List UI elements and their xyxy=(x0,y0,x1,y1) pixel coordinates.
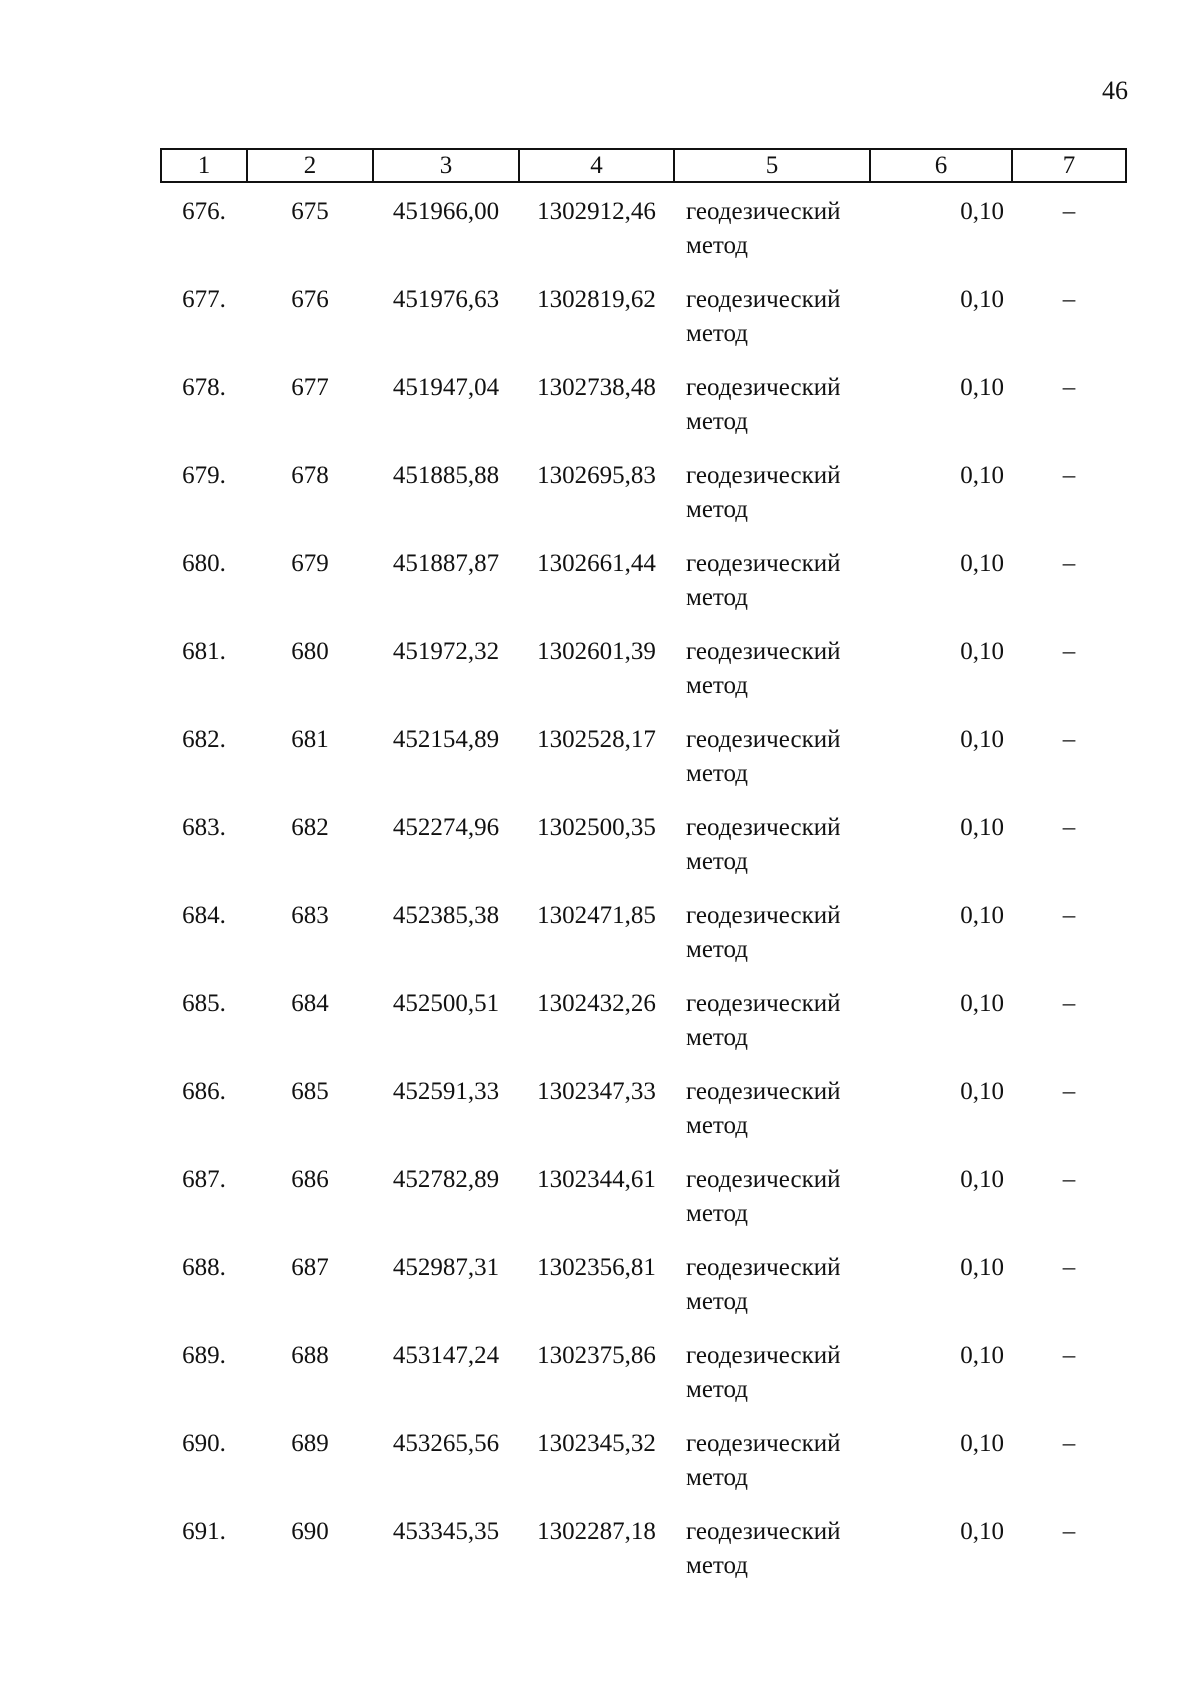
row-number: 677. xyxy=(182,286,226,313)
coordinate-y: 1302500,35 xyxy=(537,814,656,841)
coordinate-x: 452591,33 xyxy=(392,1078,500,1105)
method-text-line1: геодезический xyxy=(686,198,841,225)
method-text-line1: геодезический xyxy=(686,1254,841,1281)
coordinate-x: 451966,00 xyxy=(392,198,500,225)
method-text-line2: метод xyxy=(686,496,749,523)
method-text-line1: геодезический xyxy=(686,1078,841,1105)
note-dash: – xyxy=(1062,198,1076,225)
coordinate-x: 452274,96 xyxy=(392,814,500,841)
coordinate-y: 1302819,62 xyxy=(537,286,656,313)
row-number: 678. xyxy=(182,374,226,401)
method-text-line1: геодезический xyxy=(686,990,841,1017)
coordinate-x: 451947,04 xyxy=(392,374,500,401)
row-number: 682. xyxy=(182,726,226,753)
method-cell xyxy=(674,547,870,635)
coordinate-x: 451976,63 xyxy=(392,286,500,313)
table-row xyxy=(161,547,1126,635)
coordinate-x: 452782,89 xyxy=(392,1166,500,1193)
coordinate-x: 453147,24 xyxy=(392,1342,500,1369)
point-number: 686 xyxy=(291,1166,329,1193)
coordinate-x: 453265,56 xyxy=(392,1430,500,1457)
accuracy-value: 0,10 xyxy=(960,1078,1004,1105)
coordinate-y: 1302345,32 xyxy=(537,1430,656,1457)
table-row xyxy=(161,723,1126,811)
table-row xyxy=(161,1339,1126,1427)
header-col-6: 6 xyxy=(870,149,1012,182)
method-text-line2: метод xyxy=(686,232,749,259)
coordinate-y: 1302661,44 xyxy=(537,550,656,577)
note-dash: – xyxy=(1062,1518,1076,1545)
coordinate-y: 1302528,17 xyxy=(537,726,656,753)
point-number: 680 xyxy=(291,638,329,665)
method-text-line1: геодезический xyxy=(686,638,841,665)
coordinate-x: 452500,51 xyxy=(392,990,500,1017)
method-cell xyxy=(674,459,870,547)
note-dash: – xyxy=(1062,374,1076,401)
point-number: 677 xyxy=(291,374,329,401)
accuracy-value: 0,10 xyxy=(960,462,1004,489)
row-number: 683. xyxy=(182,814,226,841)
coordinate-y: 1302912,46 xyxy=(537,198,656,225)
note-dash: – xyxy=(1062,1078,1076,1105)
accuracy-value: 0,10 xyxy=(960,550,1004,577)
coordinate-y: 1302601,39 xyxy=(537,638,656,665)
method-cell xyxy=(674,899,870,987)
method-cell xyxy=(674,1251,870,1339)
note-dash: – xyxy=(1062,1166,1076,1193)
method-text-line2: метод xyxy=(686,1200,749,1227)
table-row xyxy=(161,459,1126,547)
table-row xyxy=(161,899,1126,987)
accuracy-value: 0,10 xyxy=(960,1254,1004,1281)
coordinate-y: 1302347,33 xyxy=(537,1078,656,1105)
accuracy-value: 0,10 xyxy=(960,638,1004,665)
coordinate-y: 1302344,61 xyxy=(537,1166,656,1193)
method-cell xyxy=(674,987,870,1075)
method-cell xyxy=(674,1427,870,1515)
row-number: 691. xyxy=(182,1518,226,1545)
method-text-line1: геодезический xyxy=(686,1342,841,1369)
point-number: 687 xyxy=(291,1254,329,1281)
point-number: 690 xyxy=(291,1518,329,1545)
method-text-line2: метод xyxy=(686,584,749,611)
row-number: 681. xyxy=(182,638,226,665)
coordinate-x: 453345,35 xyxy=(392,1518,500,1545)
method-cell xyxy=(674,811,870,899)
method-text-line1: геодезический xyxy=(686,726,841,753)
method-cell xyxy=(674,283,870,371)
accuracy-value: 0,10 xyxy=(960,286,1004,313)
coordinate-x: 452987,31 xyxy=(392,1254,500,1281)
coordinate-x: 451885,88 xyxy=(392,462,500,489)
method-text-line1: геодезический xyxy=(686,1430,841,1457)
point-number: 684 xyxy=(291,990,329,1017)
row-number: 685. xyxy=(182,990,226,1017)
accuracy-value: 0,10 xyxy=(960,374,1004,401)
accuracy-value: 0,10 xyxy=(960,726,1004,753)
table-row xyxy=(161,1427,1126,1515)
method-text-line1: геодезический xyxy=(686,902,841,929)
page-number: 46 xyxy=(1102,76,1128,105)
coordinate-y: 1302356,81 xyxy=(537,1254,656,1281)
point-number: 685 xyxy=(291,1078,329,1105)
method-text-line1: геодезический xyxy=(686,814,841,841)
header-col-1: 1 xyxy=(161,149,247,182)
method-text-line2: метод xyxy=(686,1552,749,1579)
method-text-line2: метод xyxy=(686,1376,749,1403)
point-number: 678 xyxy=(291,462,329,489)
note-dash: – xyxy=(1062,286,1076,313)
coordinate-x: 452385,38 xyxy=(392,902,500,929)
method-cell xyxy=(674,182,870,283)
table-row xyxy=(161,283,1126,371)
method-text-line2: метод xyxy=(686,408,749,435)
method-text-line2: метод xyxy=(686,1112,749,1139)
accuracy-value: 0,10 xyxy=(960,1166,1004,1193)
method-text-line2: метод xyxy=(686,1464,749,1491)
row-number: 686. xyxy=(182,1078,226,1105)
point-number: 688 xyxy=(291,1342,329,1369)
coordinates-table xyxy=(160,148,1127,1603)
note-dash: – xyxy=(1062,1254,1076,1281)
coordinate-x: 451887,87 xyxy=(392,550,500,577)
point-number: 681 xyxy=(291,726,329,753)
row-number: 689. xyxy=(182,1342,226,1369)
table-body xyxy=(161,182,1126,1603)
table-row xyxy=(161,1163,1126,1251)
accuracy-value: 0,10 xyxy=(960,814,1004,841)
method-cell xyxy=(674,1163,870,1251)
row-number: 676. xyxy=(182,198,226,225)
method-cell xyxy=(674,371,870,459)
method-text-line1: геодезический xyxy=(686,1518,841,1545)
method-text-line1: геодезический xyxy=(686,1166,841,1193)
method-text-line2: метод xyxy=(686,760,749,787)
row-number: 680. xyxy=(182,550,226,577)
method-cell xyxy=(674,635,870,723)
point-number: 689 xyxy=(291,1430,329,1457)
accuracy-value: 0,10 xyxy=(960,1342,1004,1369)
note-dash: – xyxy=(1062,990,1076,1017)
header-col-2: 2 xyxy=(247,149,373,182)
header-col-7: 7 xyxy=(1012,149,1126,182)
method-cell xyxy=(674,1515,870,1603)
accuracy-value: 0,10 xyxy=(960,990,1004,1017)
table-row xyxy=(161,1075,1126,1163)
row-number: 679. xyxy=(182,462,226,489)
coordinate-x: 451972,32 xyxy=(392,638,500,665)
method-text-line1: геодезический xyxy=(686,462,841,489)
row-number: 690. xyxy=(182,1430,226,1457)
row-number: 687. xyxy=(182,1166,226,1193)
note-dash: – xyxy=(1062,462,1076,489)
note-dash: – xyxy=(1062,638,1076,665)
header-row xyxy=(161,149,1126,182)
method-cell xyxy=(674,1075,870,1163)
accuracy-value: 0,10 xyxy=(960,198,1004,225)
point-number: 682 xyxy=(291,814,329,841)
coordinate-y: 1302471,85 xyxy=(537,902,656,929)
table-row xyxy=(161,182,1126,283)
header-col-4: 4 xyxy=(519,149,674,182)
coordinate-y: 1302738,48 xyxy=(537,374,656,401)
method-text-line2: метод xyxy=(686,320,749,347)
method-text-line1: геодезический xyxy=(686,550,841,577)
table-row xyxy=(161,811,1126,899)
method-text-line2: метод xyxy=(686,848,749,875)
accuracy-value: 0,10 xyxy=(960,902,1004,929)
method-cell xyxy=(674,723,870,811)
coordinate-y: 1302432,26 xyxy=(537,990,656,1017)
method-text-line2: метод xyxy=(686,672,749,699)
point-number: 675 xyxy=(291,198,329,225)
note-dash: – xyxy=(1062,726,1076,753)
table-row xyxy=(161,1251,1126,1339)
coordinate-y: 1302375,86 xyxy=(537,1342,656,1369)
method-text-line1: геодезический xyxy=(686,374,841,401)
coordinate-x: 452154,89 xyxy=(392,726,500,753)
method-cell xyxy=(674,1339,870,1427)
accuracy-value: 0,10 xyxy=(960,1430,1004,1457)
header-col-5: 5 xyxy=(674,149,870,182)
coordinate-y: 1302287,18 xyxy=(537,1518,656,1545)
table-row xyxy=(161,371,1126,459)
method-text-line1: геодезический xyxy=(686,286,841,313)
row-number: 684. xyxy=(182,902,226,929)
note-dash: – xyxy=(1062,814,1076,841)
table-row xyxy=(161,635,1126,723)
table-row xyxy=(161,987,1126,1075)
coordinate-y: 1302695,83 xyxy=(537,462,656,489)
method-text-line2: метод xyxy=(686,1024,749,1051)
row-number: 688. xyxy=(182,1254,226,1281)
note-dash: – xyxy=(1062,1342,1076,1369)
table-header xyxy=(161,149,1126,182)
note-dash: – xyxy=(1062,550,1076,577)
point-number: 683 xyxy=(291,902,329,929)
header-col-3: 3 xyxy=(373,149,519,182)
point-number: 679 xyxy=(291,550,329,577)
point-number: 676 xyxy=(291,286,329,313)
method-text-line2: метод xyxy=(686,1288,749,1315)
accuracy-value: 0,10 xyxy=(960,1518,1004,1545)
note-dash: – xyxy=(1062,1430,1076,1457)
table-row xyxy=(161,1515,1126,1603)
note-dash: – xyxy=(1062,902,1076,929)
method-text-line2: метод xyxy=(686,936,749,963)
